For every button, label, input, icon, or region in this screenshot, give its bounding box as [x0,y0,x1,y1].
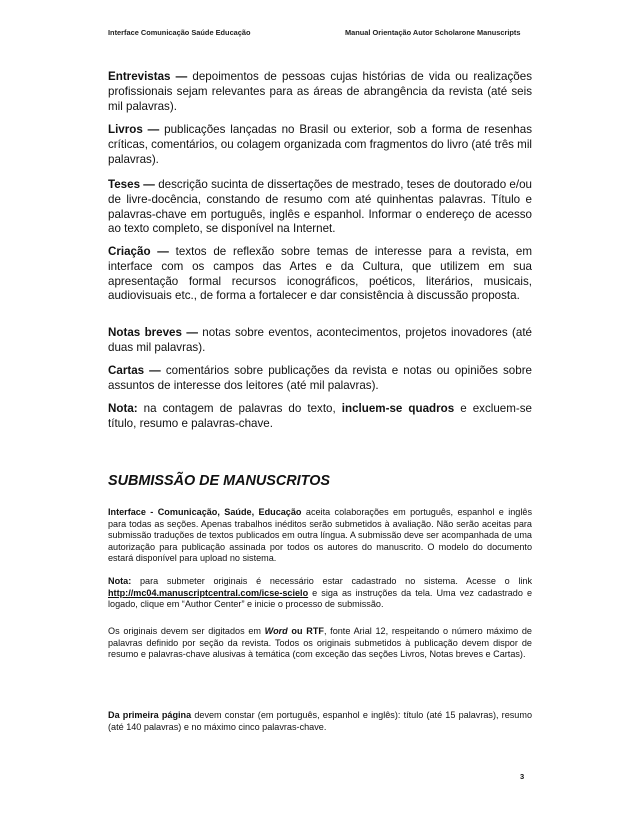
running-header-left: Interface Comunicação Saúde Educação [108,28,251,37]
paragraph-notas-breves [108,326,532,356]
term-nota: Nota: [108,402,138,415]
term-cartas: Cartas — [108,364,161,377]
emph-ou-rtf: ou RTF [287,626,324,636]
term-livros: Livros — [108,123,160,136]
term-entrevistas: Entrevistas — [108,70,188,83]
text-nota-a: na contagem de palavras do texto, [137,402,342,415]
paragraph-submission-nota [108,576,532,611]
paragraph-livros [108,123,532,167]
text-submission-intro: aceita colaborações em português, espanhol e inglês para todas as seções. Apenas trabalhos inéditos serão submetidos à avaliação. Não serão aceitas para submissão traduções de textos publicados em outra língua. A submissão deve ser acompanhada de uma autorização para publicação assinada por todos os autores do manuscrito. O modelo do documento estará disponível para upload no sistema. [108,507,532,564]
paragraph-submission-intro [108,507,532,565]
paragraph-criacao [108,245,532,304]
paragraph-nota [108,402,532,432]
term-journal-name: Interface - Comunicação, Saúde, Educação [108,507,302,517]
term-primeira-pagina: Da primeira página [108,710,192,720]
paragraph-cartas [108,364,532,394]
text-originais-b: , fonte Arial 12, respeitando o número máximo de palavras definido por seção da revista. Todos os originais submetidos à publicação devem dispor de resumo e palavras-chave alusivas à temática (com exceção das seções Livros, Notas breves e Cartas). [108,626,532,660]
text-cartas: comentários sobre publicações da revista e notas ou opiniões sobre assuntos de interesse dos leitores (até mil palavras). [108,364,533,392]
paragraph-originais [108,626,532,661]
text-notas-breves: notas sobre eventos, acontecimentos, projetos inovadores (até duas mil palavras). [108,326,532,354]
page-number: 3 [520,772,525,781]
paragraph-teses [108,178,532,237]
paragraph-entrevistas [108,70,532,114]
text-nota-b: e excluem-se título, resumo e palavras-chave. [108,402,532,430]
term-notas-breves: Notas breves — [108,326,198,339]
text-teses: descrição sucinta de dissertações de mestrado, teses de doutorado e/ou de livre-docência, constando de resumo com até quinhentas palavras. Título e palavras-chave em português, inglês e espanhol. Informar o endereço de acesso ao texto completo, se disponível na Internet. [108,178,532,236]
text-livros: publicações lançadas no Brasil ou exterior, sob a forma de resenhas críticas, comentários, ou colagem organizada com fragmentos do livro (até três mil palavras). [108,123,533,166]
text-entrevistas: depoimentos de pessoas cujas histórias de vida ou realizações profissionais sejam relevantes para as áreas de abrangência da revista (até seis mil palavras). [108,70,532,113]
term-teses: Teses — [108,178,155,191]
term-submission-nota: Nota: [108,576,132,586]
text-criacao: textos de reflexão sobre temas de interesse para a revista, em interface com os campos das Artes e da Cultura, que utilizem em sua apresentação formal recursos iconográficos, poéticos, literários, musicais, audiovisuais etc., de forma a fortalecer e dar consistência à discussão proposta. [108,245,532,303]
text-primeira-pagina: devem constar (em português, espanhol e inglês): título (até 15 palavras), resumo (até 140 palavras) e no máximo cinco palavras-chave. [108,710,533,732]
text-originais-a: Os originais devem ser digitados em [108,626,265,636]
emph-incluem: incluem-se quadros [341,402,455,415]
text-submission-nota-a: para submeter originais é necessário estar cadastrado no sistema. Acesse o link [131,576,532,586]
paragraph-primeira-pagina [108,710,532,733]
term-criacao: Criação — [108,245,169,258]
manuscript-central-link[interactable]: http://mc04.manuscriptcentral.com/icse-scielo [108,587,309,598]
text-submission-nota-b: e siga as instruções da tela. Uma vez cadastrado e logado, clique em “Author Center” e inicie o processo de submissão. [108,587,532,610]
section-title: SUBMISSÃO DE MANUSCRITOS [108,473,331,489]
emph-word: Word [264,626,288,636]
running-header-right: Manual Orientação Autor Scholarone Manuscripts [345,28,521,37]
